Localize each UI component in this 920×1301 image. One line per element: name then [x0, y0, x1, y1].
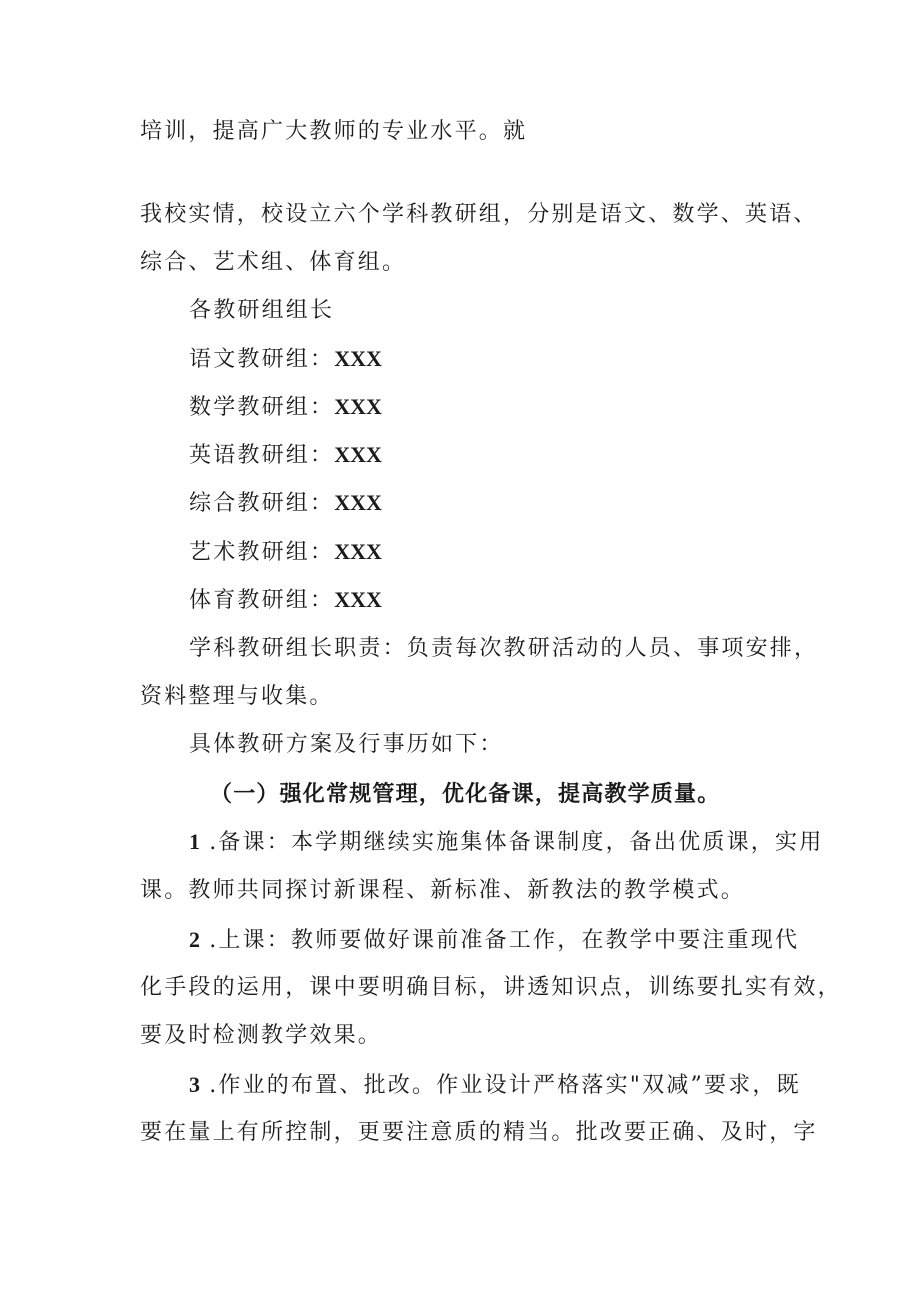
leader-name: XXX [334, 442, 382, 467]
leader-group: 综合教研组： [189, 491, 335, 516]
item-line [189, 1070, 800, 1101]
section-heading: （一）强化常规管理，优化备课，提高教学质量。 [210, 781, 721, 807]
leader-group: 体育教研组： [189, 588, 335, 613]
duty-line: 资料整理与收集。 [140, 684, 334, 709]
leader-item [189, 440, 800, 471]
item-number: 3 [189, 1072, 200, 1097]
leader-item [189, 537, 800, 568]
item-number: 1 [189, 829, 200, 854]
item-line: 要及时检测教学效果。 [140, 1023, 383, 1048]
item-line [189, 925, 800, 956]
item-text: .作业的布置、批改。作业设计严格落实"双减”要求，既 [209, 1073, 801, 1098]
leader-item [189, 392, 800, 423]
item-line: 化手段的运用，课中要明确目标，讲透知识点，训练要扎实有效， [140, 975, 842, 1000]
paragraph-line: 综合、艺术组、体育组。 [140, 250, 407, 275]
item-line: 要在量上有所控制，更要注意质的精当。批改要正确、及时，字 [140, 1120, 818, 1145]
duty-line: 学科教研组长职责：负责每次教研活动的人员、事项安排， [189, 636, 819, 661]
item-line [189, 827, 824, 858]
leader-name: XXX [334, 394, 382, 419]
leader-item [189, 344, 800, 375]
leader-name: XXX [334, 490, 382, 515]
item-line: 课。教师共同探讨新课程、新标准、新教法的教学模式。 [140, 878, 746, 903]
item-number: 2 [189, 927, 200, 952]
paragraph-line: 培训，提高广大教师的专业水平。就 [140, 119, 528, 144]
leader-name: XXX [334, 539, 382, 564]
item-text: .上课：教师要做好课前准备工作，在教学中要注重现代 [209, 928, 800, 953]
leader-group: 语文教研组： [189, 347, 335, 372]
paragraph-line: 我校实情，校设立六个学科教研组，分别是语文、数学、英语、 [140, 202, 818, 227]
item-text: .备课：本学期继续实施集体备课制度，备出优质课，实用 [209, 830, 824, 855]
leaders-title: 各教研组组长 [189, 298, 335, 323]
plan-intro: 具体教研方案及行事历如下： [189, 732, 504, 757]
leader-group: 数学教研组： [189, 395, 335, 420]
leader-item [189, 488, 800, 519]
leader-name: XXX [334, 587, 382, 612]
leader-name: XXX [334, 346, 382, 371]
leader-group: 艺术教研组： [189, 540, 335, 565]
leader-item [189, 585, 800, 616]
leader-group: 英语教研组： [189, 443, 335, 468]
